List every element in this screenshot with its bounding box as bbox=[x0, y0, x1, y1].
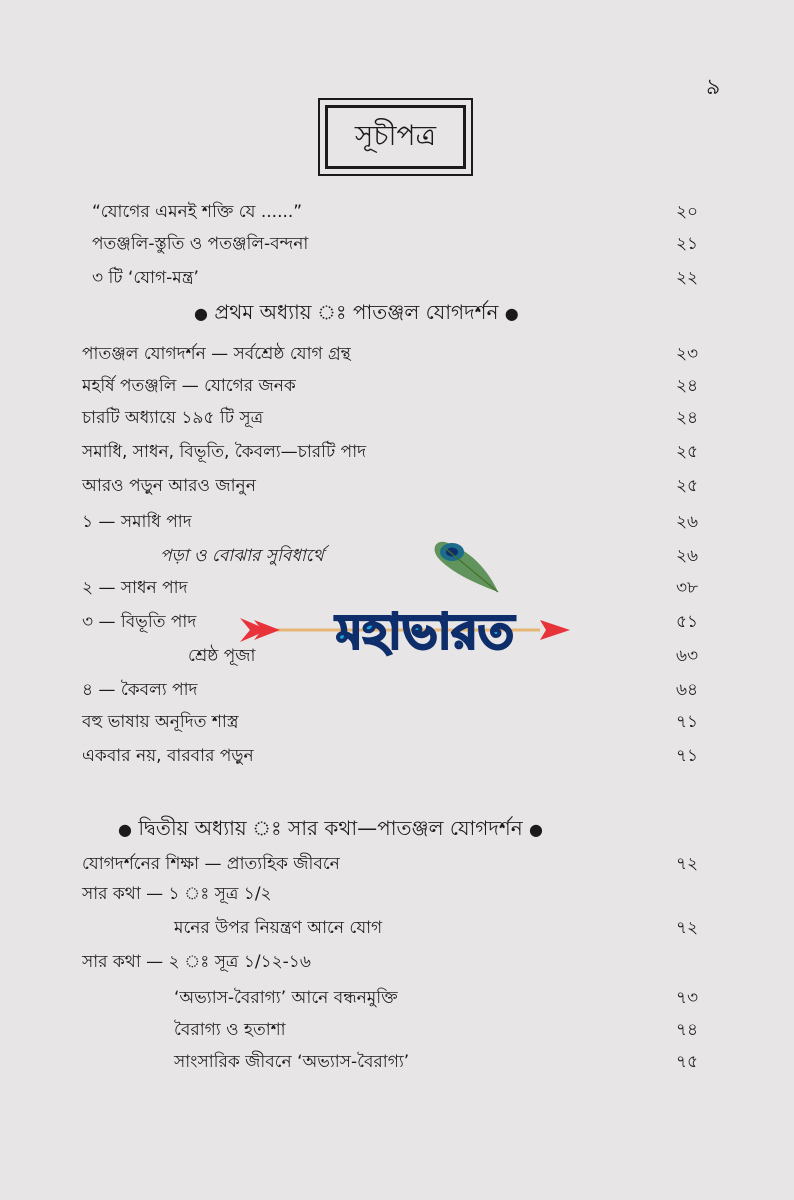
toc-entry-page: ২৫ bbox=[676, 442, 699, 462]
toc-entry-page: ৬৪ bbox=[676, 680, 699, 700]
toc-entry[interactable] bbox=[0, 230, 794, 262]
toc-entry-page: ২২ bbox=[676, 268, 699, 288]
toc-entry[interactable] bbox=[0, 948, 794, 980]
toc-entry-text: সার কথা — ২ ঃ সূত্র ১/১২-১৬ bbox=[82, 952, 311, 972]
toc-entry-text: বহু ভাষায় অনূদিত শাস্ত্র bbox=[82, 712, 239, 732]
toc-entry[interactable] bbox=[0, 438, 794, 470]
toc-entry-page: ৭৪ bbox=[676, 1020, 699, 1040]
toc-entry-page: ২৬ bbox=[676, 546, 699, 566]
toc-entry-text: ২ — সাধন পাদ bbox=[82, 578, 188, 598]
peacock-feather-icon bbox=[435, 542, 498, 592]
toc-entry[interactable] bbox=[0, 850, 794, 882]
toc-entry-page: ৭৩ bbox=[676, 988, 699, 1008]
toc-entry-page: ২৪ bbox=[676, 408, 699, 428]
toc-entry-page: ৫১ bbox=[676, 612, 699, 632]
toc-entry-page: ২৬ bbox=[676, 512, 699, 532]
toc-entry-text: ৩ টি ‘যোগ-মন্ত্র’ bbox=[92, 268, 199, 288]
toc-entry-text: মহর্ষি পতঞ্জলি — যোগের জনক bbox=[82, 376, 296, 396]
toc-entry-text: ১ — সমাধি পাদ bbox=[82, 512, 192, 532]
toc-entry-text: পতঞ্জলি-স্তুতি ও পতঞ্জলি-বন্দনা bbox=[92, 234, 309, 254]
bullet-icon: ● bbox=[529, 819, 543, 839]
toc-entry-text: বৈরাগ্য ও হতাশা bbox=[174, 1020, 286, 1040]
toc-entry-page: ৭২ bbox=[676, 918, 699, 938]
toc-entry-text: সমাধি, সাধন, বিভূতি, কৈবল্য—চারটি পাদ bbox=[82, 442, 367, 462]
toc-entry[interactable] bbox=[0, 1048, 794, 1080]
watermark-logo bbox=[240, 530, 570, 665]
toc-entry[interactable] bbox=[0, 340, 794, 372]
chapter-heading bbox=[194, 292, 614, 332]
toc-entry-text: সাংসারিক জীবনে ‘অভ্যাস-বৈরাগ্য’ bbox=[174, 1052, 410, 1072]
chapter-heading bbox=[118, 808, 718, 848]
toc-entry-text: “যোগের এমনই শক্তি যে ......” bbox=[92, 202, 303, 222]
toc-entry-text: মনের উপর নিয়ন্ত্রণ আনে যোগ bbox=[174, 918, 383, 938]
toc-entry-page: ৭১ bbox=[676, 712, 699, 732]
toc-entry[interactable] bbox=[0, 404, 794, 436]
toc-entry-page: ৬৩ bbox=[676, 646, 699, 666]
toc-entry[interactable] bbox=[0, 742, 794, 774]
title-box bbox=[318, 98, 473, 176]
toc-entry[interactable] bbox=[0, 676, 794, 708]
toc-entry[interactable] bbox=[0, 880, 794, 912]
watermark-text: মহাভারত bbox=[336, 604, 514, 660]
toc-entry[interactable] bbox=[0, 708, 794, 740]
toc-entry-text: পাতঞ্জল যোগদর্শন — সর্বশ্রেষ্ঠ যোগ গ্রন্থ bbox=[82, 344, 351, 364]
page-number: ৯ bbox=[706, 75, 721, 100]
toc-entry[interactable] bbox=[0, 472, 794, 504]
toc-entry-text: সার কথা — ১ ঃ সূত্র ১/২ bbox=[82, 884, 272, 904]
arrow-head-icon bbox=[540, 620, 570, 640]
toc-entry-page: ২১ bbox=[676, 234, 699, 254]
bullet-icon: ● bbox=[504, 303, 519, 323]
toc-entry-page: ৭২ bbox=[676, 854, 699, 874]
toc-entry[interactable] bbox=[0, 198, 794, 230]
toc-entry[interactable] bbox=[0, 372, 794, 404]
page-title: সূচীপত্র bbox=[325, 105, 466, 169]
toc-entry-text: ৪ — কৈবল্য পাদ bbox=[82, 680, 198, 700]
toc-entry-page: ৩৮ bbox=[676, 578, 699, 598]
toc-entry-text: চারটি অধ্যায়ে ১৯৫ টি সূত্র bbox=[82, 408, 264, 428]
toc-entry[interactable] bbox=[0, 914, 794, 946]
toc-entry-text: শ্রেষ্ঠ পূজা bbox=[188, 646, 256, 666]
toc-entry[interactable] bbox=[0, 1016, 794, 1048]
chapter-heading-text: প্রথম অধ্যায় ঃ পাতঞ্জল যোগদর্শন bbox=[214, 300, 499, 324]
toc-entry-text: পড়া ও বোঝার সুবিধার্থে bbox=[160, 546, 324, 566]
toc-entry-text: ৩ — বিভূতি পাদ bbox=[82, 612, 197, 632]
arrow-fletching-icon bbox=[240, 618, 280, 642]
bullet-icon: ● bbox=[118, 819, 132, 839]
toc-entry-page: ২০ bbox=[676, 202, 699, 222]
toc-entry-page: ২৩ bbox=[676, 344, 699, 364]
bullet-icon: ● bbox=[194, 303, 208, 323]
toc-entry[interactable] bbox=[0, 984, 794, 1016]
toc-entry-text: একবার নয়, বারবার পড়ুন bbox=[82, 746, 254, 766]
toc-entry-page: ২৫ bbox=[676, 476, 699, 496]
toc-entry-text: যোগদর্শনের শিক্ষা — প্রাত্যহিক জীবনে bbox=[82, 854, 340, 874]
toc-entry-page: ৭৫ bbox=[676, 1052, 699, 1072]
toc-entry-text: আরও পড়ুন আরও জানুন bbox=[82, 476, 256, 496]
toc-entry-text: ‘অভ্যাস-বৈরাগ্য’ আনে বন্ধনমুক্তি bbox=[174, 988, 398, 1008]
toc-entry-page: ২৪ bbox=[676, 376, 699, 396]
toc-entry-page: ৭১ bbox=[676, 746, 699, 766]
chapter-heading-text: দ্বিতীয় অধ্যায় ঃ সার কথা—পাতঞ্জল যোগদর্শন bbox=[138, 816, 523, 840]
